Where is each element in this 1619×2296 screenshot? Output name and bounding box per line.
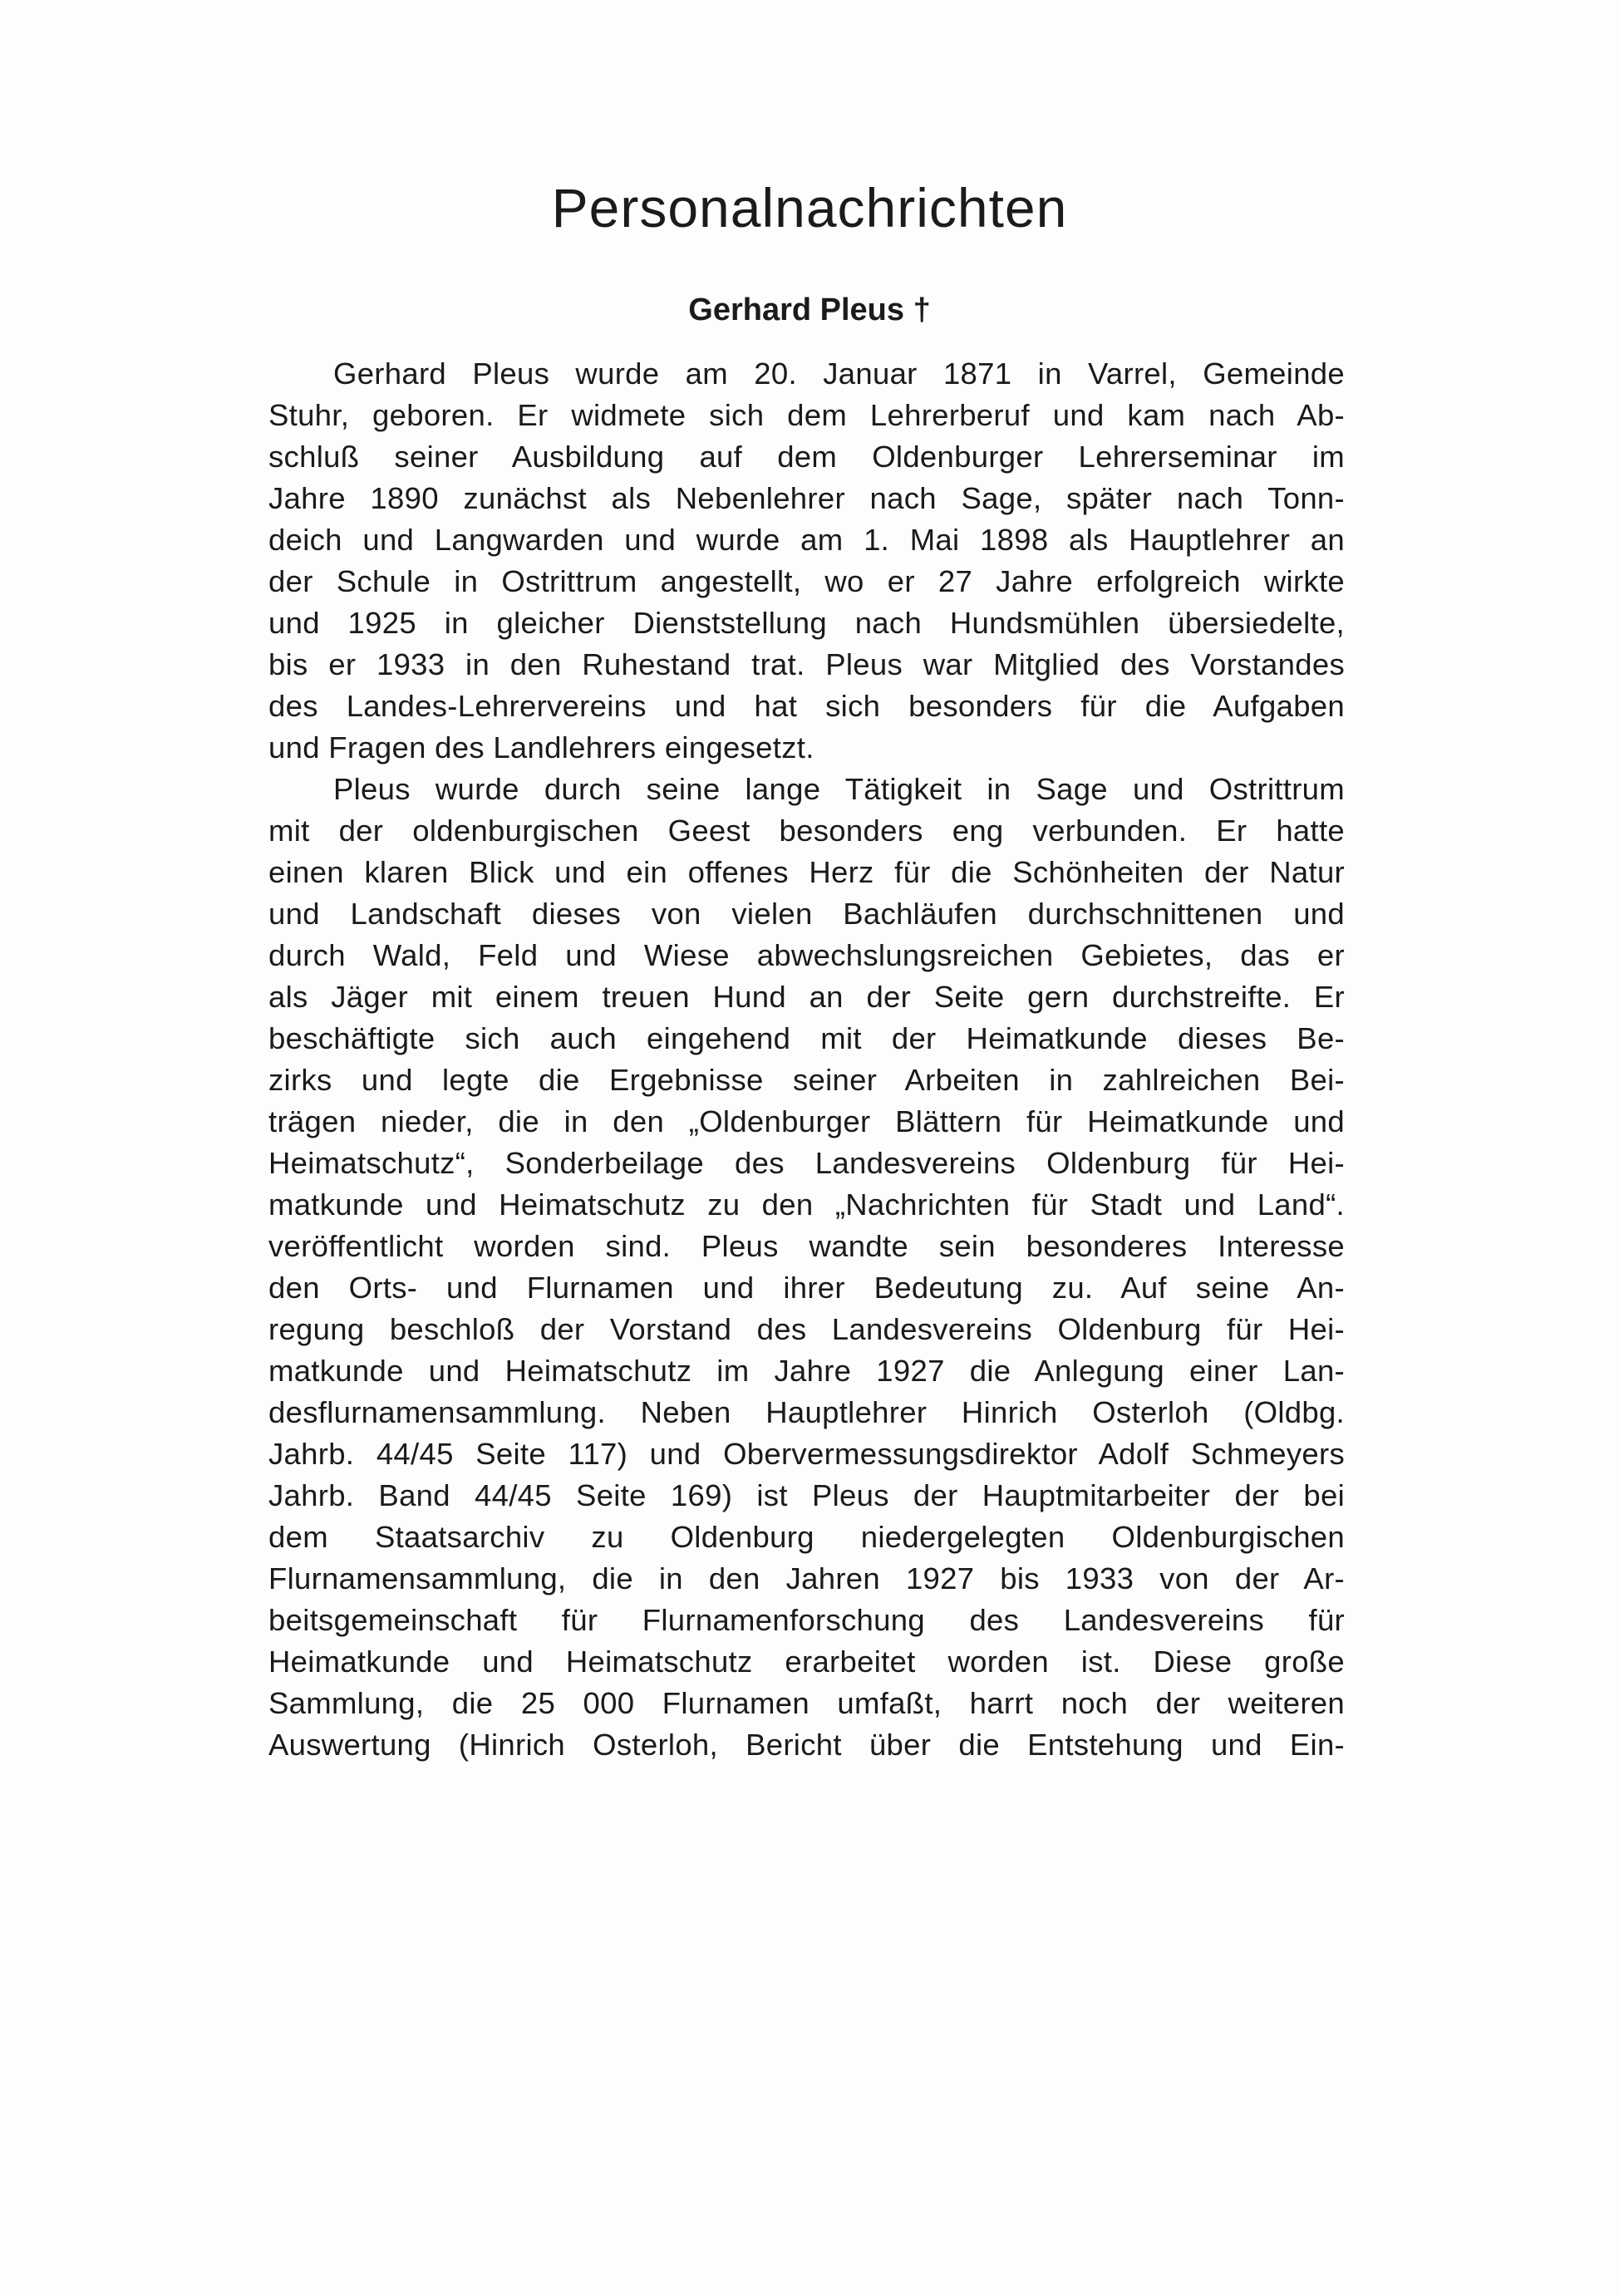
text-line: deich und Langwarden und wurde am 1. Mai 1898 als Hauptlehrer an (268, 523, 1345, 557)
text-line: Sammlung, die 25 000 Flurnamen umfaßt, harrt noch der weiteren (268, 1686, 1345, 1720)
text-line: des Landes-Lehrervereins und hat sich besonders für die Aufgaben (268, 689, 1345, 723)
text-line: Heimatschutz“, Sonderbeilage des Landesvereins Oldenburg für Hei- (268, 1146, 1345, 1180)
text-line: Jahre 1890 zunächst als Nebenlehrer nach Sage, später nach Tonn- (268, 481, 1345, 515)
text-line: beitsgemeinschaft für Flurnamenforschung des Landesvereins für (268, 1603, 1345, 1637)
text-line: Jahrb. Band 44/45 Seite 169) ist Pleus der Hauptmitarbeiter der bei (268, 1478, 1345, 1512)
text-line: veröffentlicht worden sind. Pleus wandte sein besonderes Interesse (268, 1229, 1345, 1263)
text-line: beschäftigte sich auch eingehend mit der Heimatkunde dieses Be- (268, 1021, 1345, 1055)
text-line: dem Staatsarchiv zu Oldenburg niedergelegten Oldenburgischen (268, 1520, 1345, 1554)
text-line: regung beschloß der Vorstand des Landesvereins Oldenburg für Hei- (268, 1312, 1345, 1346)
text-line: matkunde und Heimatschutz im Jahre 1927 die Anlegung einer Lan- (268, 1354, 1345, 1388)
text-line: und Landschaft dieses von vielen Bachläufen durchschnittenen und (268, 897, 1345, 931)
text-line: den Orts- und Flurnamen und ihrer Bedeutung zu. Auf seine An- (268, 1271, 1345, 1305)
text-line: Pleus wurde durch seine lange Tätigkeit in Sage und Ostrittrum (333, 772, 1345, 806)
text-line: mit der oldenburgischen Geest besonders eng verbunden. Er hatte (268, 814, 1345, 848)
text-line: trägen nieder, die in den „Oldenburger Blättern für Heimatkunde und (268, 1104, 1345, 1138)
page-title: Personalnachrichten (551, 177, 1068, 238)
text-line: Stuhr, geboren. Er widmete sich dem Lehrerberuf und kam nach Ab- (268, 398, 1345, 432)
text-line: und Fragen des Landlehrers eingesetzt. (268, 730, 814, 765)
text-line: bis er 1933 in den Ruhestand trat. Pleus war Mitglied des Vorstandes (268, 647, 1345, 681)
article-body (268, 353, 1345, 1766)
text-line: einen klaren Blick und ein offenes Herz für die Schönheiten der Natur (268, 855, 1345, 889)
text-line: zirks und legte die Ergebnisse seiner Arbeiten in zahlreichen Bei- (268, 1063, 1345, 1097)
text-line: matkunde und Heimatschutz zu den „Nachrichten für Stadt und Land“. (268, 1187, 1345, 1222)
text-line: Flurnamensammlung, die in den Jahren 1927 bis 1933 von der Ar- (268, 1561, 1345, 1595)
text-line: Heimatkunde und Heimatschutz erarbeitet worden ist. Diese große (268, 1645, 1345, 1679)
text-line: und 1925 in gleicher Dienststellung nach Hundsmühlen übersiedelte, (268, 606, 1345, 640)
text-line: durch Wald, Feld und Wiese abwechslungsreichen Gebietes, das er (268, 938, 1345, 972)
text-line: Gerhard Pleus wurde am 20. Januar 1871 in Varrel, Gemeinde (333, 356, 1345, 391)
text-line: desflurnamensammlung. Neben Hauptlehrer Hinrich Osterloh (Oldbg. (268, 1395, 1345, 1429)
text-line: Auswertung (Hinrich Osterloh, Bericht über die Entstehung und Ein- (268, 1728, 1345, 1762)
text-line: Jahrb. 44/45 Seite 117) und Obervermessungsdirektor Adolf Schmeyers (268, 1437, 1345, 1471)
text-line: der Schule in Ostrittrum angestellt, wo er 27 Jahre erfolgreich wirkte (268, 564, 1345, 598)
text-line: als Jäger mit einem treuen Hund an der Seite gern durchstreifte. Er (268, 980, 1345, 1014)
text-line: schluß seiner Ausbildung auf dem Oldenburger Lehrerseminar im (268, 440, 1345, 474)
obituary-heading: Gerhard Pleus † (688, 293, 931, 327)
